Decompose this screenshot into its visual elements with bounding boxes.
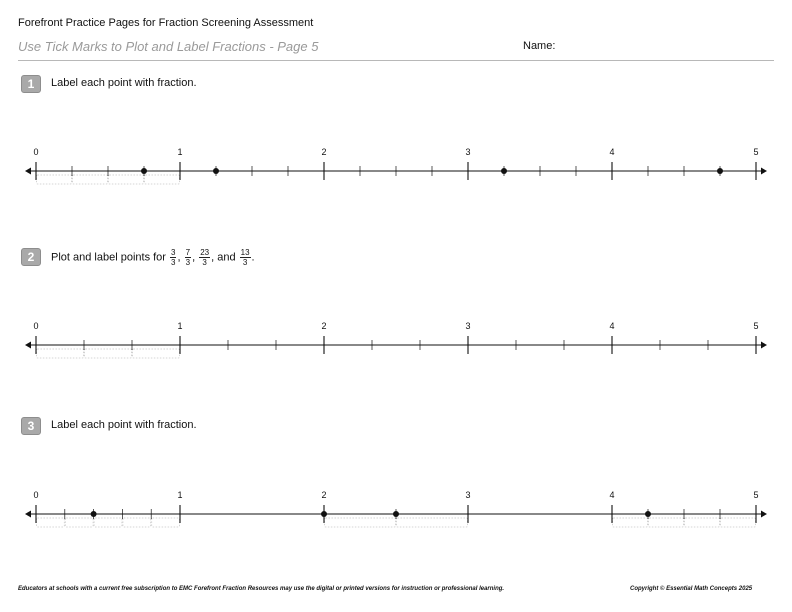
tick-label-1: 1 (177, 321, 183, 331)
answer-box (94, 518, 122, 527)
tick-label-2: 2 (321, 490, 327, 500)
fraction-23-over-3: $\frac{23}{3}$ (200, 248, 210, 267)
answer-box (145, 175, 180, 184)
answer-box (65, 518, 93, 527)
tick-label-3: 3 (465, 321, 471, 331)
answer-box (397, 518, 468, 527)
tick-label-2: 2 (321, 147, 327, 157)
answer-box (37, 518, 65, 527)
question-2-instruction (51, 248, 255, 267)
fraction-separator: , (192, 251, 196, 264)
answer-box (37, 349, 84, 358)
plotted-point (501, 168, 507, 174)
answer-box (613, 518, 648, 527)
tick-label-5: 5 (753, 490, 759, 500)
tick-label-4: 4 (609, 321, 615, 331)
tick-label-0: 0 (33, 321, 39, 331)
fraction-7-over-3: $\frac{7}{3}$ (185, 248, 191, 267)
plotted-point (91, 511, 97, 517)
question-3-number-badge: 3 (21, 417, 41, 435)
answer-box (109, 175, 144, 184)
plotted-point (393, 511, 399, 517)
tick-label-3: 3 (465, 147, 471, 157)
plotted-point (717, 168, 723, 174)
question-1-number-line[interactable] (0, 140, 792, 210)
tick-label-0: 0 (33, 490, 39, 500)
tick-label-0: 0 (33, 147, 39, 157)
fraction-3-over-3: $\frac{3}{3}$ (171, 248, 176, 267)
question-3-number-line[interactable] (0, 483, 792, 553)
header-divider (18, 60, 774, 61)
plotted-point (645, 511, 651, 517)
plotted-point (213, 168, 219, 174)
answer-box (123, 518, 151, 527)
worksheet-series-title: Forefront Practice Pages for Fraction Screening Assessment (18, 17, 314, 29)
tick-label-1: 1 (177, 490, 183, 500)
answer-box (721, 518, 756, 527)
right-arrow-icon (761, 342, 767, 349)
footer-copyright: Copyright © Essential Math Concepts 2025 (630, 586, 753, 592)
plotted-point (141, 168, 147, 174)
question-1-instruction: Label each point with fraction. (51, 77, 197, 89)
left-arrow-icon (25, 168, 31, 175)
name-label: Name: (523, 40, 556, 52)
left-arrow-icon (25, 511, 31, 518)
right-arrow-icon (761, 168, 767, 175)
question-2-number-line[interactable] (0, 314, 792, 384)
tick-label-1: 1 (177, 147, 183, 157)
answer-box (152, 518, 180, 527)
answer-box (37, 175, 72, 184)
fraction-13-over-3: $\frac{13}{3}$ (240, 248, 250, 267)
answer-box (649, 518, 684, 527)
tick-label-5: 5 (753, 147, 759, 157)
tick-label-3: 3 (465, 490, 471, 500)
fraction-separator: . (251, 251, 255, 264)
answer-box (325, 518, 396, 527)
answer-box (133, 349, 180, 358)
question-2-number-badge: 2 (21, 248, 41, 266)
answer-box (73, 175, 108, 184)
question-3-instruction: Label each point with fraction. (51, 419, 197, 431)
fraction-separator: , and (211, 251, 236, 264)
question-1-number-badge: 1 (21, 75, 41, 93)
left-arrow-icon (25, 342, 31, 349)
answer-box (85, 349, 132, 358)
tick-label-5: 5 (753, 321, 759, 331)
tick-label-2: 2 (321, 321, 327, 331)
question-2-instruction-prefix: Plot and label points for (51, 251, 166, 264)
page-title: Use Tick Marks to Plot and Label Fractions - Page 5 (18, 39, 319, 54)
plotted-point (321, 511, 327, 517)
fraction-separator: , (177, 251, 181, 264)
tick-label-4: 4 (609, 147, 615, 157)
tick-label-4: 4 (609, 490, 615, 500)
right-arrow-icon (761, 511, 767, 518)
answer-box (685, 518, 720, 527)
footer-license-note: Educators at schools with a current free subscription to EMC Forefront Fraction Resources may use the digital or printed versions for instruction or professional learning. (18, 586, 505, 592)
